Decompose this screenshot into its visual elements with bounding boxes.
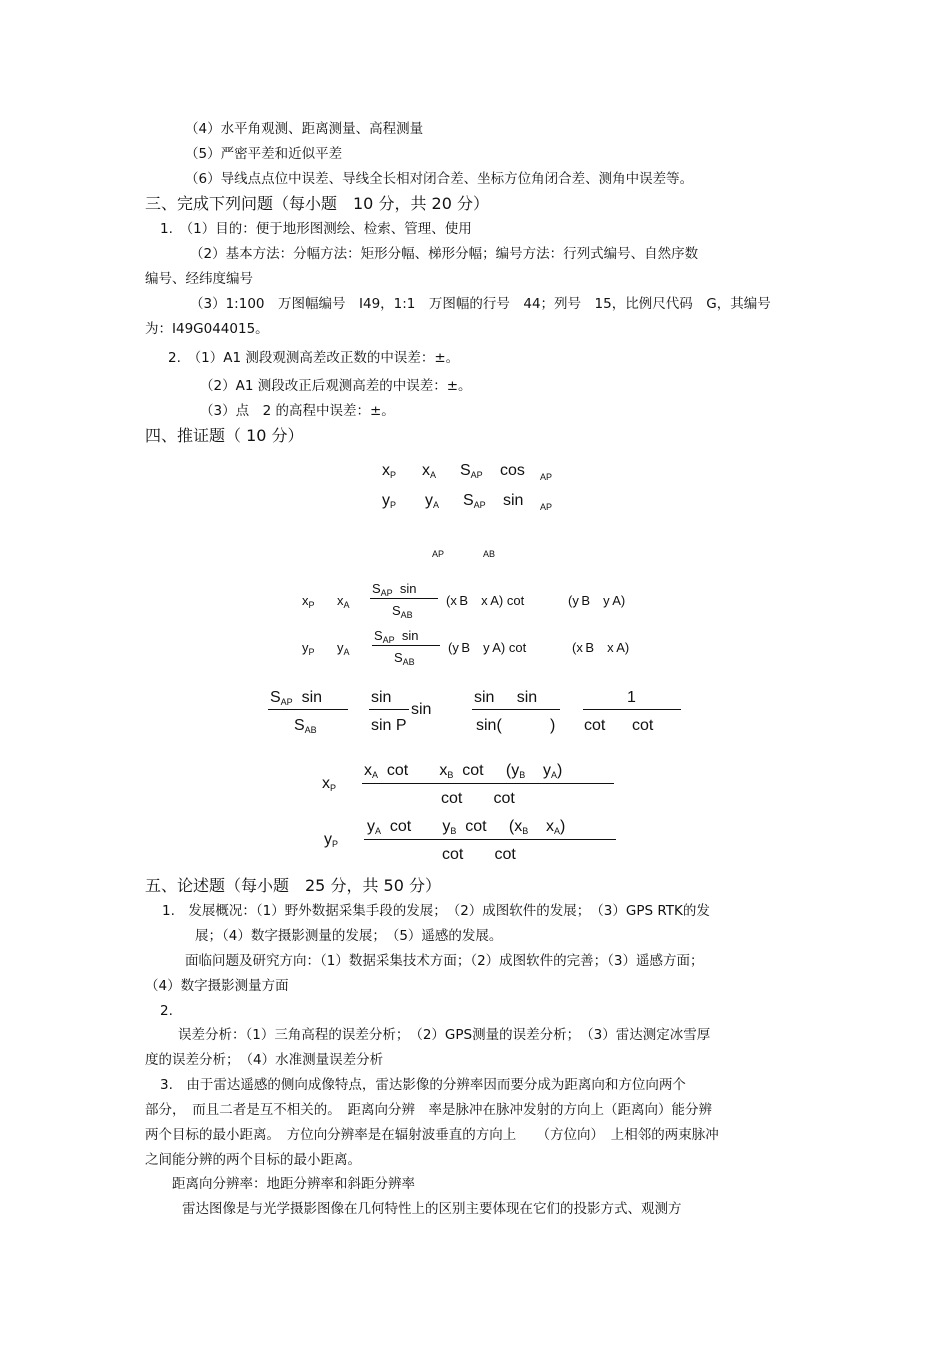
eq4-xa: $x_A$ xyxy=(337,593,350,610)
eq7-fraction-line xyxy=(362,783,614,784)
eq6-sin-mid: sin xyxy=(411,701,432,718)
eq2-sap: SAP xyxy=(463,492,486,510)
eq4-num: $S_{AP}$ sin xyxy=(372,581,417,598)
essay-2-line-a: 误差分析：（1）三角高程的误差分析； （2）GPS测量的误差分析； （3）雷达测定冰雪厚 xyxy=(178,1027,711,1043)
eq6-den-2: sin P xyxy=(371,717,407,734)
eq1-cos: cos xyxy=(500,462,525,479)
eq4-tail-1: (x B x A) cot xyxy=(446,593,525,608)
eq6-num-1: SAP sin xyxy=(270,689,323,707)
essay-2-line-b: 度的误差分析； （4）水准测量误差分析 xyxy=(145,1052,384,1068)
answer-line-4: （4）水平角观测、距离测量、高程测量 xyxy=(185,121,424,137)
eq8-den: cot cot xyxy=(442,846,516,863)
eq6-num-4: 1 xyxy=(627,689,636,706)
section-3-heading: 三、完成下列问题（每小题 10 分，共 20 分） xyxy=(145,194,489,213)
q1-line-b: （2）基本方法：分幅方法：矩形分幅、梯形分幅；编号方法：行列式编号、自然序数 xyxy=(190,246,699,262)
eq1-xa: xA xyxy=(422,462,437,480)
essay-2-number: 2. xyxy=(160,1003,173,1019)
eq6-fraction-line-2 xyxy=(369,709,409,710)
answer-line-5: （5）严密平差和近似平差 xyxy=(185,146,343,162)
eq8-num: yA cot yB cot (xB xA) xyxy=(367,818,566,836)
eq7-num: xA cot xB cot (yB yA) xyxy=(364,762,563,780)
q1-line-c: 编号、经纬度编号 xyxy=(145,271,253,287)
eq6-den-3a: sin( xyxy=(476,717,502,734)
eq5-tail-1: (y B y A) cot xyxy=(448,640,527,655)
eq7-xp: xP xyxy=(322,775,337,793)
essay-3-line-e: 距离向分辨率：地距分辨率和斜距分辨率 xyxy=(172,1176,415,1192)
essay-1-line-d: （4）数字摄影测量方面 xyxy=(145,978,289,994)
eq5-fraction-line xyxy=(372,645,440,646)
q2-line-c: （3）点 2 的高程中误差：±。 xyxy=(200,403,395,419)
eq6-den-3b: ) xyxy=(550,717,556,734)
eq5-yp: $y_P$ xyxy=(302,640,315,657)
eq4-tail-2: (y B y A) xyxy=(568,593,626,608)
eq6-num-3: sin sin xyxy=(474,689,538,706)
essay-1-line-c: 面临问题及研究方向：（1）数据采集技术方面；（2）成图软件的完善；（3）遥感方面； xyxy=(185,953,704,969)
eq2-yp: yP xyxy=(382,492,397,510)
essay-3-line-f: 雷达图像是与光学摄影图像在几何特性上的区别主要体现在它们的投影方式、观测方 xyxy=(182,1201,682,1217)
eq6-den-4: cot cot xyxy=(584,717,654,734)
eq3-ap: AP xyxy=(432,549,445,559)
q2-line-a: 2. （1）A1 测段观测高差改正数的中误差：±。 xyxy=(168,350,460,366)
essay-3-line-c: 两个目标的最小距离。 方位向分辨率是在辐射波垂直的方向上 （方位向） 上相邻的两束脉冲 xyxy=(145,1127,719,1143)
q1-line-e: 为：I49G044015。 xyxy=(145,321,269,337)
eq5-ya: $y_A$ xyxy=(337,640,350,657)
eq5-tail-2: (x B x A) xyxy=(572,640,630,655)
eq6-den-1: SAB xyxy=(294,717,317,735)
eq2-sin: sin xyxy=(503,492,524,509)
eq1-xp: xP xyxy=(382,462,397,480)
essay-3-line-b: 部分， 而且二者是互不相关的。 距离向分辨 率是脉冲在脉冲发射的方向上（距离向）能分辨 xyxy=(145,1102,712,1118)
eq1-sap: SAP xyxy=(460,462,483,480)
essay-1-line-b: 展；（4）数字摄影测量的发展； （5）遥感的发展。 xyxy=(195,928,503,944)
eq4-xp: $x_P$ xyxy=(302,593,315,610)
section-5-heading: 五、论述题（每小题 25 分，共 50 分） xyxy=(145,876,441,895)
eq2-ya: yA xyxy=(425,492,440,510)
eq2-ap: AP xyxy=(540,502,553,512)
eq7-den: cot cot xyxy=(441,790,515,807)
q1-line-a: 1. （1）目的：便于地形图测绘、检索、管理、使用 xyxy=(160,221,472,237)
essay-3-line-d: 之间能分辨的两个目标的最小距离。 xyxy=(145,1152,361,1168)
eq3-ab: AB xyxy=(483,549,496,559)
essay-1-line-a: 1. 发展概况：（1）野外数据采集手段的发展； （2）成图软件的发展； （3）GPS RTK的发 xyxy=(162,903,710,919)
eq8-fraction-line xyxy=(364,839,616,840)
eq5-den: $S_{AB}$ xyxy=(394,650,415,667)
q2-line-b: （2）A1 测段改正后观测高差的中误差：±。 xyxy=(200,378,472,394)
essay-3-line-a: 3. 由于雷达遥感的侧向成像特点，雷达影像的分辨率因而要分成为距离向和方位向两个 xyxy=(160,1077,686,1093)
eq6-fraction-line-1 xyxy=(268,709,348,710)
eq5-num: $S_{AP}$ sin xyxy=(374,628,419,645)
eq4-den: $S_{AB}$ xyxy=(392,603,413,620)
answer-line-6: （6）导线点点位中误差、导线全长相对闭合差、坐标方位角闭合差、测角中误差等。 xyxy=(185,171,694,187)
section-4-heading: 四、推证题（ 10 分） xyxy=(145,426,304,445)
eq8-yp: yP xyxy=(324,831,339,849)
eq4-fraction-line xyxy=(370,598,438,599)
eq6-fraction-line-3 xyxy=(472,709,560,710)
q1-line-d: （3）1:100 万图幅编号 I49，1:1 万图幅的行号 44；列号 15，比例尺代码 G，其编号 xyxy=(190,296,771,312)
eq6-num-2: sin xyxy=(371,689,392,706)
eq6-fraction-line-4 xyxy=(583,709,681,710)
eq1-ap: AP xyxy=(540,472,553,482)
